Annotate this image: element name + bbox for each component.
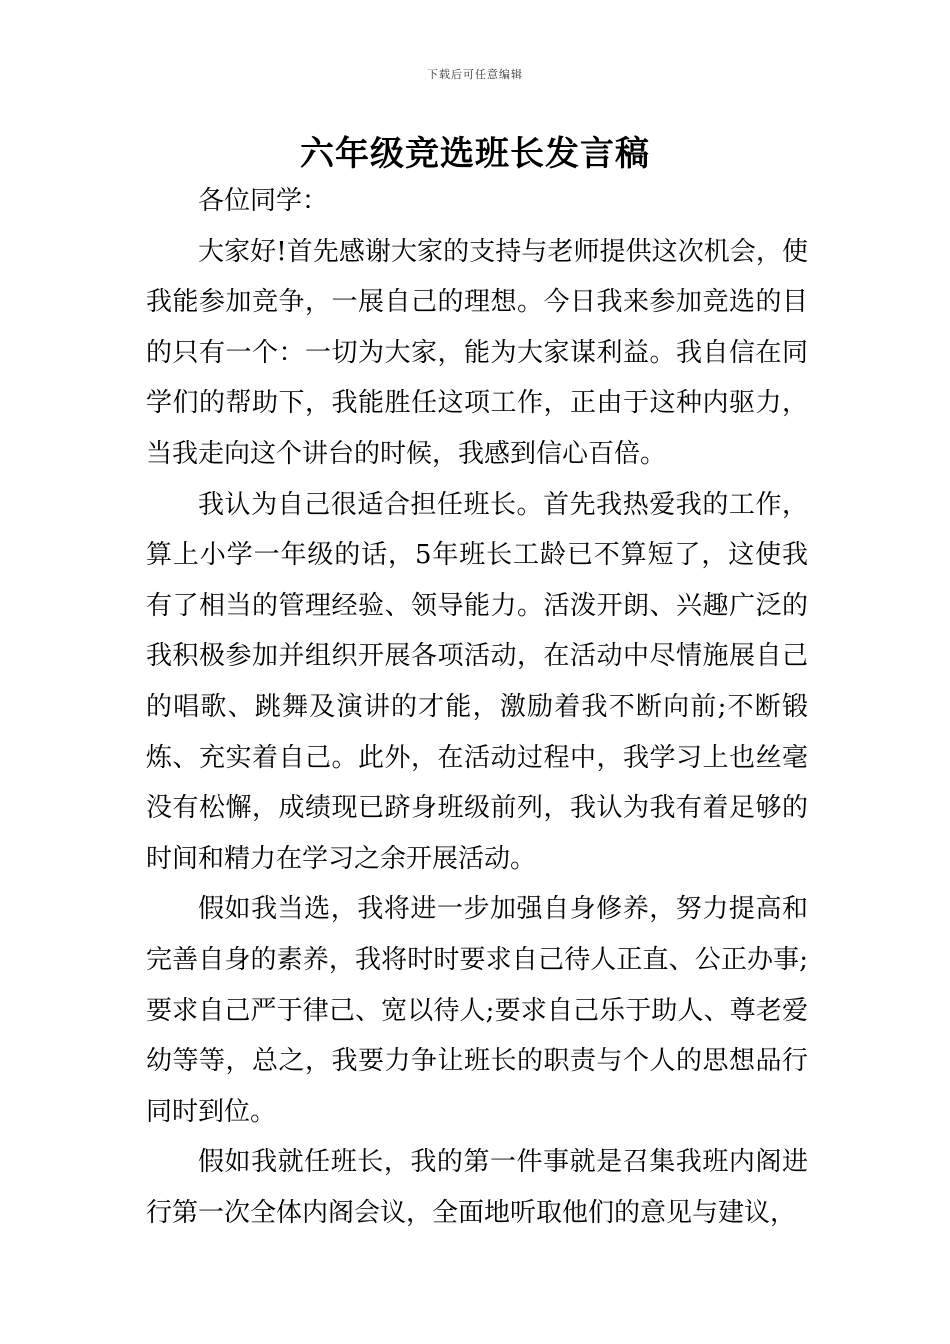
paragraph-3: 假如我当选，我将进一步加强自身修养，努力提高和完善自身的素养，我将时时要求自己待人正直、公正办事;要求自己严于律己、宽以待人;要求自己乐于助人、尊老爱幼等等，总之，我要力争让班长的职责与个人的思想品行同时到位。 [146,894,808,1127]
paragraph-4: 假如我就任班长，我的第一件事就是召集我班内阁进行第一次全体内阁会议，全面地听取他们的意见与建议， [146,1147,808,1228]
header-note: 下载后可任意编辑 [427,68,523,81]
greeting: 各位同学： [198,186,329,216]
document-title: 六年级竞选班长发言稿 [300,134,650,174]
paragraph-2: 我认为自己很适合担任班长。首先我热爱我的工作，算上小学一年级的话，5年班长工龄已不算短了，这使我有了相当的管理经验、领导能力。活泼开朗、兴趣广泛的我积极参加并组织开展各项活动，在活动中尽情施展自己的唱歌、跳舞及演讲的才能，激励着我不断向前;不断锻炼、充实着自己。此外，在活动过程中，我学习上也丝毫没有松懈，成绩现已跻身班级前列，我认为我有着足够的时间和精力在学习之余开展活动。 [146,489,808,874]
paragraph-1: 大家好!首先感谢大家的支持与老师提供这次机会，使我能参加竞争，一展自己的理想。今日我来参加竞选的目的只有一个：一切为大家，能为大家谋利益。我自信在同学们的帮助下，我能胜任这项工作，正由于这种内驱力，当我走向这个讲台的时候，我感到信心百倍。 [146,236,808,469]
document-body [146,176,808,1238]
